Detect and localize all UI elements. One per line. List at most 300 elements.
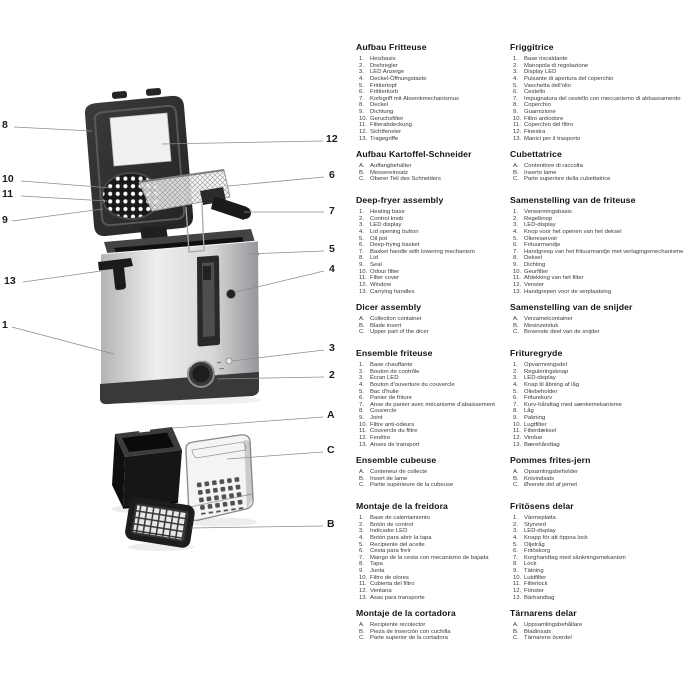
item-marker: 5.: [359, 541, 364, 548]
item-text: Guarnizione: [524, 109, 556, 115]
item-text: Lugtfilter: [524, 421, 547, 428]
parts-list-item: [359, 395, 524, 402]
parts-list-item: [359, 535, 524, 542]
parts-list: [513, 362, 700, 448]
item-text: Recipiente recolector: [370, 622, 426, 629]
parts-list-item: [359, 96, 524, 103]
item-marker: 7.: [513, 248, 518, 255]
item-text: Parte superiore della cubettatrice: [524, 176, 611, 183]
item-marker: 8.: [359, 255, 364, 262]
item-text: Knivindsats: [524, 475, 555, 482]
item-marker: A.: [359, 622, 365, 629]
item-marker: 11.: [359, 122, 367, 129]
item-marker: 11.: [359, 428, 367, 435]
item-text: Frittierkorb: [370, 89, 399, 96]
parts-list-item: [359, 122, 524, 129]
parts-list-item: [359, 129, 524, 136]
item-text: Tragegriffe: [370, 135, 399, 142]
item-text: Friturekurv: [524, 395, 553, 402]
item-marker: 10.: [359, 268, 368, 275]
item-marker: 10.: [359, 115, 368, 122]
item-text: Knapp för att öppna lock: [524, 534, 588, 541]
parts-list-item: [359, 323, 524, 330]
item-marker: 3.: [359, 69, 364, 76]
parts-list-item: [359, 595, 524, 602]
item-marker: B.: [359, 628, 365, 635]
parts-section-heading: Frituregryde: [510, 348, 563, 358]
parts-list-item: [513, 622, 700, 629]
parts-list: [513, 316, 700, 336]
item-text: Knap til åbning af låg: [524, 381, 580, 388]
parts-list-item: [359, 415, 524, 422]
item-text: Fenêtre: [370, 434, 391, 441]
parts-list-item: [359, 236, 524, 243]
parts-list-item: [513, 170, 700, 177]
item-text: Display LED: [524, 69, 557, 76]
item-text: Tätning: [524, 568, 544, 574]
item-text: Upper part of the dicer: [370, 329, 429, 336]
item-marker: 4.: [513, 228, 518, 235]
item-text: Indicador LED: [370, 528, 408, 535]
item-text: Contenitore di raccolta: [524, 163, 583, 170]
item-text: Joint: [370, 415, 383, 421]
item-text: Värmeplatta: [524, 515, 556, 521]
item-marker: 3.: [359, 528, 364, 535]
item-marker: 2.: [359, 368, 364, 375]
item-marker: 3.: [513, 222, 518, 229]
item-text: Dichting: [524, 262, 546, 268]
item-text: Kurv-håndtag med sænkemekanisme: [524, 401, 622, 408]
item-marker: 5.: [513, 235, 518, 242]
item-marker: 1.: [513, 56, 518, 62]
parts-list-item: [359, 442, 524, 449]
parts-list: [359, 316, 524, 336]
parts-list-item: [359, 522, 524, 529]
item-marker: C.: [513, 176, 519, 183]
parts-list-item: [359, 581, 524, 588]
item-marker: 7.: [359, 554, 364, 561]
item-marker: 9.: [359, 262, 364, 268]
item-marker: 12.: [359, 128, 368, 135]
item-text: Venster: [524, 281, 544, 288]
item-marker: 3.: [513, 528, 518, 535]
parts-section-heading: Montaje de la cortadora: [356, 608, 456, 619]
item-text: Korghandtag med sänkningsmekanism: [524, 554, 626, 561]
item-marker: B.: [513, 322, 519, 329]
item-marker: 5.: [513, 388, 518, 395]
item-marker: 10.: [359, 421, 368, 428]
item-marker: 6.: [513, 395, 518, 402]
parts-list-item: [359, 542, 524, 549]
item-text: Blade insert: [370, 322, 402, 329]
item-text: Fönster: [524, 587, 544, 594]
item-marker: 12.: [513, 128, 522, 135]
item-marker: 13.: [513, 594, 522, 601]
item-text: Frituurmandje: [524, 242, 561, 249]
item-marker: 9.: [513, 568, 518, 574]
parts-list-item: [513, 56, 700, 63]
parts-list-item: [359, 275, 524, 282]
callout-label-9: 9: [2, 214, 8, 226]
item-text: Knop voor het openen van het deksel: [524, 228, 622, 235]
callout-label-10: 10: [2, 173, 14, 185]
item-marker: 11.: [359, 275, 367, 282]
item-marker: 9.: [513, 109, 518, 115]
parts-list-item: [513, 249, 700, 256]
parts-list-item: [513, 76, 700, 83]
item-text: Tapa: [370, 561, 383, 568]
item-text: Oliereservoir: [524, 235, 558, 242]
item-marker: 13.: [513, 288, 522, 295]
item-marker: 11.: [513, 581, 521, 588]
parts-list-item: [359, 316, 524, 323]
parts-section-heading: Samenstelling van de friteuse: [510, 195, 636, 205]
item-text: Deckel-Öffnungstaste: [370, 75, 427, 82]
item-text: Pieza de inserción con cuchilla: [370, 628, 451, 635]
item-text: Cestello: [524, 89, 546, 96]
parts-list-item: [359, 402, 524, 409]
item-marker: 2.: [359, 62, 364, 69]
item-marker: 2.: [359, 521, 364, 528]
item-text: Couvercle: [370, 408, 397, 415]
item-text: Messereinsatz: [370, 169, 408, 176]
item-marker: A.: [359, 316, 365, 323]
item-marker: 13.: [359, 594, 368, 601]
callout-label-3: 3: [329, 342, 335, 354]
callout-label-4: 4: [329, 263, 335, 275]
callout-label-11: 11: [2, 188, 14, 200]
parts-list-item: [359, 262, 524, 269]
item-marker: 1.: [359, 209, 364, 215]
item-text: Regelknop: [524, 215, 553, 222]
parts-list-item: [513, 389, 700, 396]
item-text: Conteneur de collecte: [370, 469, 428, 476]
parts-list-item: [513, 555, 700, 562]
item-text: Verwarmingsbasis: [524, 209, 572, 215]
parts-list-item: [359, 635, 524, 642]
item-marker: 4.: [359, 381, 364, 388]
parts-list-item: [513, 415, 700, 422]
item-text: Oberer Teil des Schneiders: [370, 176, 441, 183]
parts-list-item: [359, 622, 524, 629]
callout-label-C: C: [327, 444, 335, 456]
parts-list-item: [513, 136, 700, 143]
item-marker: 7.: [359, 248, 364, 255]
item-marker: 11.: [359, 581, 367, 588]
parts-section-heading: Montaje de la freidora: [356, 501, 448, 511]
item-text: Deksel: [524, 255, 543, 262]
item-text: Mango de la cesta con mecanismo de bajada: [370, 554, 489, 561]
parts-list-item: [359, 69, 524, 76]
item-text: Vaschetta dell'olio: [524, 82, 571, 89]
callout-label-2: 2: [329, 369, 335, 381]
item-marker: 12.: [513, 587, 522, 594]
item-marker: C.: [359, 635, 365, 642]
item-text: Filtro de olores: [370, 574, 409, 581]
parts-list-item: [513, 289, 700, 296]
parts-list: [359, 163, 524, 183]
item-text: Filterabdeckung: [370, 122, 412, 129]
parts-list: [513, 515, 700, 601]
parts-list-item: [513, 163, 700, 170]
parts-list-item: [359, 222, 524, 229]
item-text: Partie supérieure de la cubeuse: [370, 482, 454, 489]
item-marker: 12.: [513, 434, 522, 441]
parts-list-item: [513, 209, 700, 216]
callout-label-8: 8: [2, 119, 8, 131]
parts-list-item: [359, 469, 524, 476]
parts-list-item: [359, 63, 524, 70]
parts-list-item: [359, 163, 524, 170]
parts-list-item: [359, 329, 524, 336]
parts-list-item: [359, 382, 524, 389]
parts-list-item: [359, 476, 524, 483]
item-text: Låg: [524, 408, 534, 415]
parts-list-item: [359, 249, 524, 256]
parts-list-item: [513, 96, 700, 103]
item-text: Inserto lame: [524, 169, 557, 176]
parts-list-item: [513, 69, 700, 76]
item-marker: C.: [513, 635, 519, 642]
item-text: LED-display: [524, 375, 556, 382]
parts-list-item: [359, 561, 524, 568]
parts-list-item: [359, 170, 524, 177]
item-marker: 3.: [513, 69, 518, 76]
item-marker: 13.: [359, 288, 368, 295]
parts-section-heading: Tärnarens delar: [510, 608, 577, 619]
item-text: Coperchio: [524, 102, 551, 109]
item-text: Drehregler: [370, 62, 398, 69]
parts-list-item: [359, 362, 524, 369]
parts-list-item: [359, 575, 524, 582]
item-marker: 1.: [359, 362, 364, 368]
item-text: Collection container: [370, 316, 422, 323]
callout-label-12: 12: [326, 133, 338, 145]
item-text: Filtre anti-odeurs: [370, 421, 415, 428]
parts-list-item: [513, 229, 700, 236]
parts-list-item: [513, 316, 700, 323]
parts-list: [359, 362, 524, 448]
item-text: Bærehåndtag: [524, 441, 560, 448]
item-marker: C.: [359, 329, 365, 336]
parts-list-item: [513, 428, 700, 435]
parts-list-item: [513, 375, 700, 382]
item-marker: 9.: [513, 415, 518, 421]
item-marker: 9.: [359, 415, 364, 421]
item-text: Dichtung: [370, 109, 394, 115]
item-marker: 4.: [359, 75, 364, 82]
item-text: Handgrepen voor de verplaatsing: [524, 288, 612, 295]
item-text: Lid: [370, 255, 378, 262]
parts-list: [359, 56, 524, 142]
parts-list: [513, 163, 700, 183]
item-text: Geruchsfilter: [370, 115, 404, 122]
parts-list-item: [513, 116, 700, 123]
parts-list-item: [359, 629, 524, 636]
item-marker: 8.: [513, 408, 518, 415]
parts-list-item: [513, 588, 700, 595]
callout-label-A: A: [327, 409, 335, 421]
callout-layer: [0, 0, 340, 560]
parts-list-item: [513, 262, 700, 269]
parts-list-item: [359, 515, 524, 522]
parts-list: [359, 515, 524, 601]
parts-column-right: [510, 42, 700, 642]
parts-list-item: [359, 428, 524, 435]
parts-list-item: [513, 482, 700, 489]
item-marker: 9.: [359, 109, 364, 115]
item-marker: 9.: [359, 568, 364, 574]
item-text: Filtro antiodore: [524, 115, 564, 122]
item-text: Asas para transporte: [370, 594, 425, 601]
parts-list: [359, 469, 524, 489]
item-text: Seal: [370, 262, 382, 268]
item-text: Basket handle with lowering mechanism: [370, 248, 475, 255]
item-marker: A.: [359, 469, 365, 476]
parts-list-item: [359, 242, 524, 249]
item-marker: 13.: [359, 135, 368, 142]
item-text: Couvercle du filtre: [370, 428, 418, 435]
parts-list-item: [513, 362, 700, 369]
parts-list-item: [513, 122, 700, 129]
parts-column-left: [356, 42, 524, 642]
item-text: Filterlock: [524, 581, 548, 588]
item-marker: 4.: [359, 228, 364, 235]
item-marker: 3.: [513, 375, 518, 382]
parts-list-item: [513, 236, 700, 243]
parts-list-item: [513, 275, 700, 282]
parts-list-item: [359, 209, 524, 216]
item-marker: A.: [513, 622, 519, 629]
item-text: Frittiertopf: [370, 82, 397, 89]
parts-list-item: [359, 229, 524, 236]
parts-list: [513, 56, 700, 142]
item-marker: B.: [359, 322, 365, 329]
parts-list-item: [513, 222, 700, 229]
item-text: Anse de panier avec mécanisme d'abaissement: [370, 401, 495, 408]
parts-list-item: [513, 382, 700, 389]
item-text: Geurfilter: [524, 268, 549, 275]
parts-list-item: [513, 469, 700, 476]
parts-list-item: [359, 255, 524, 262]
item-marker: 5.: [359, 235, 364, 242]
item-text: Insert de lame: [370, 475, 408, 482]
parts-list-item: [359, 548, 524, 555]
item-marker: 5.: [359, 388, 364, 395]
item-marker: 4.: [513, 75, 518, 82]
item-marker: 6.: [359, 89, 364, 96]
item-marker: 2.: [513, 62, 518, 69]
parts-list-item: [359, 289, 524, 296]
item-marker: A.: [359, 163, 365, 170]
parts-list-item: [513, 522, 700, 529]
parts-list-item: [359, 269, 524, 276]
parts-list-item: [513, 83, 700, 90]
item-text: Junta: [370, 568, 385, 574]
item-marker: C.: [359, 176, 365, 183]
item-marker: 7.: [359, 401, 364, 408]
item-marker: 11.: [513, 122, 521, 129]
item-text: Opvarmningsdel: [524, 362, 567, 368]
parts-list-item: [513, 435, 700, 442]
parts-list-item: [359, 422, 524, 429]
parts-section-heading: Deep-fryer assembly: [356, 195, 444, 205]
item-text: LED display: [370, 222, 402, 229]
parts-section-heading: Friggitrice: [510, 42, 554, 52]
item-marker: 13.: [513, 441, 522, 448]
item-text: Base de calentamiento: [370, 515, 430, 521]
item-text: Manopola di regolazione: [524, 62, 589, 69]
item-marker: 7.: [513, 95, 518, 102]
parts-section-heading: Pommes frites-jern: [510, 455, 591, 466]
item-marker: 11.: [513, 428, 521, 435]
parts-list-item: [359, 282, 524, 289]
parts-list-item: [513, 282, 700, 289]
item-text: Opsamlingsbeholder: [524, 469, 579, 476]
parts-list-item: [513, 63, 700, 70]
parts-list: [359, 622, 524, 642]
parts-list-item: [513, 629, 700, 636]
parts-list-item: [513, 575, 700, 582]
parts-list-item: [359, 109, 524, 116]
parts-list: [513, 469, 700, 489]
parts-list-item: [513, 129, 700, 136]
item-text: Finestra: [524, 128, 546, 135]
item-marker: 2.: [513, 215, 518, 222]
parts-section-heading: Samenstelling van de snijder: [510, 302, 633, 313]
item-text: Impugnatura del cestello con meccanismo di abbassamento: [524, 95, 681, 102]
item-text: Ventana: [370, 587, 392, 594]
item-text: Tärnarens överdel: [524, 635, 572, 642]
item-marker: 1.: [513, 515, 518, 521]
parts-list-item: [513, 402, 700, 409]
item-marker: 12.: [359, 281, 368, 288]
parts-list-item: [359, 76, 524, 83]
item-marker: 6.: [359, 548, 364, 555]
item-marker: 10.: [359, 574, 368, 581]
parts-section-heading: Ensemble friteuse: [356, 348, 433, 358]
item-marker: 1.: [359, 515, 364, 521]
item-marker: 12.: [359, 434, 368, 441]
item-text: Pulsante di apertura del coperchio: [524, 75, 614, 82]
item-text: Bladinsats: [524, 628, 552, 635]
item-marker: 13.: [513, 135, 522, 142]
parts-list-item: [513, 581, 700, 588]
item-marker: 1.: [359, 56, 364, 62]
item-text: Base chauffante: [370, 362, 413, 368]
item-text: Botón de control: [370, 521, 413, 528]
parts-list-item: [359, 408, 524, 415]
item-text: Filterdæksel: [524, 428, 557, 435]
parts-list-item: [359, 435, 524, 442]
item-marker: 6.: [359, 242, 364, 249]
parts-list-item: [359, 375, 524, 382]
item-marker: 4.: [513, 381, 518, 388]
parts-list-item: [359, 89, 524, 96]
parts-list-item: [513, 635, 700, 642]
parts-list-item: [513, 548, 700, 555]
item-text: Oliebeholder: [524, 388, 558, 395]
item-marker: 6.: [513, 89, 518, 96]
item-marker: 3.: [359, 375, 364, 382]
item-marker: 2.: [513, 521, 518, 528]
parts-list: [513, 622, 700, 642]
item-marker: B.: [359, 475, 365, 482]
item-text: Bouton d'ouverture du couvercle: [370, 381, 455, 388]
item-text: Oljetråg: [524, 541, 545, 548]
item-text: Cubierta del filtro: [370, 581, 415, 588]
item-marker: 12.: [513, 281, 522, 288]
